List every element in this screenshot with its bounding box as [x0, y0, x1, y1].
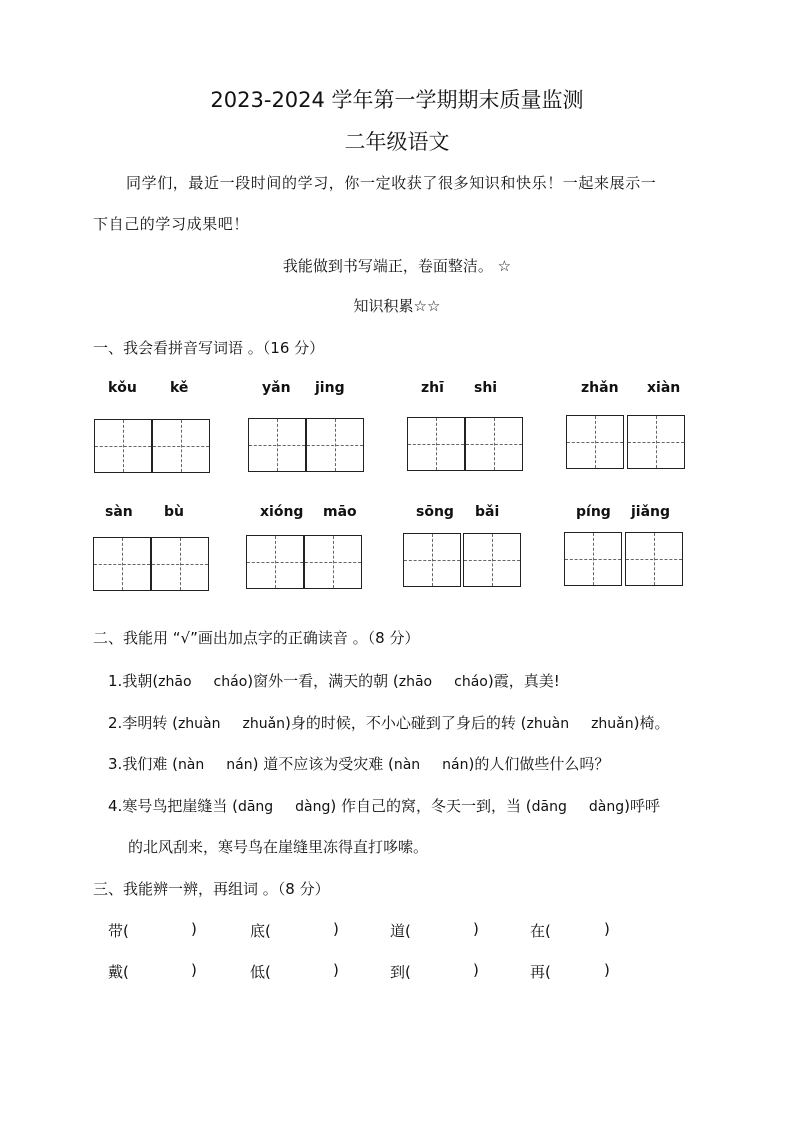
writing-grid-box[interactable]: [306, 418, 364, 472]
pinyin-option[interactable]: dāng: [531, 799, 567, 815]
writing-grid-box[interactable]: [151, 537, 209, 591]
pinyin: yǎn: [262, 380, 291, 396]
writing-grid-box[interactable]: [566, 415, 624, 469]
word-char: 再(: [530, 963, 551, 981]
pinyin-option[interactable]: zhuǎn: [242, 716, 286, 732]
word-char: 道(: [390, 922, 411, 940]
pinyin: bù: [164, 504, 184, 520]
question-4-continuation: 的北风刮来，寒号鸟在崖缝里冻得直打哆嗦。: [128, 838, 429, 856]
word-blank-close[interactable]: ): [191, 920, 197, 938]
pinyin: xiàn: [647, 380, 681, 396]
pinyin-option[interactable]: zhuàn: [526, 716, 570, 732]
pinyin: shi: [474, 380, 498, 396]
page-subtitle: 二年级语文: [344, 130, 450, 154]
pinyin: zhī: [421, 380, 444, 396]
word-blank-close[interactable]: ): [333, 961, 339, 979]
word-char: 戴(: [108, 963, 129, 981]
pinyin-option[interactable]: nán: [442, 757, 469, 773]
neatness-line: 我能做到书写端正，卷面整洁。 ☆: [282, 257, 512, 275]
word-blank-close[interactable]: ): [604, 961, 610, 979]
pinyin: sōng: [416, 504, 454, 520]
pinyin: bǎi: [475, 504, 500, 520]
question-1: 1.我朝(zhāo cháo)窗外一看，满天的朝 (zhāo cháo)霞，真美!: [108, 672, 560, 690]
writing-grid-box[interactable]: [407, 417, 465, 471]
pinyin-option[interactable]: zhuǎn: [591, 716, 634, 732]
pinyin: māo: [323, 504, 357, 520]
word-char: 在(: [530, 922, 551, 940]
section3-heading: 三、我能辨一辨，再组词 。（8 分）: [93, 880, 330, 898]
writing-grid-box[interactable]: [152, 419, 210, 473]
writing-grid-box[interactable]: [246, 535, 304, 589]
intro-line-1: 同学们，最近一段时间的学习，你一定收获了很多知识和快乐！一起来展示一: [126, 174, 657, 192]
pinyin-option[interactable]: nàn: [177, 757, 205, 773]
pinyin-option[interactable]: cháo: [454, 674, 488, 690]
word-blank-close[interactable]: ): [333, 920, 339, 938]
page-title: 2023-2024 学年第一学期期末质量监测: [210, 88, 584, 112]
pinyin-option[interactable]: dāng: [237, 799, 274, 815]
word-blank-close[interactable]: ): [473, 961, 479, 979]
pinyin: sàn: [105, 504, 133, 520]
pinyin: jing: [315, 380, 345, 396]
knowledge-heading: 知识积累☆☆: [353, 297, 441, 315]
pinyin-option[interactable]: zhāo: [158, 674, 192, 690]
pinyin-option[interactable]: dàng: [588, 799, 625, 815]
writing-grid-box[interactable]: [403, 533, 461, 587]
pinyin-option[interactable]: zhāo: [398, 674, 433, 690]
intro-line-2: 下自己的学习成果吧！: [93, 215, 250, 233]
pinyin-option[interactable]: nán: [226, 757, 253, 773]
pinyin-option[interactable]: nàn: [393, 757, 421, 773]
word-char: 底(: [250, 922, 271, 940]
word-blank-close[interactable]: ): [191, 961, 197, 979]
pinyin-option[interactable]: dàng: [295, 799, 331, 815]
writing-grid-box[interactable]: [304, 535, 362, 589]
question-2: 2.李明转 (zhuàn zhuǎn)身的时候，不小心碰到了身后的转 (zhuàn zhuǎn)椅。: [108, 714, 670, 732]
pinyin: píng: [576, 504, 611, 520]
word-blank-close[interactable]: ): [473, 920, 479, 938]
pinyin: kǒu: [108, 380, 137, 396]
writing-grid-box[interactable]: [94, 419, 152, 473]
writing-grid-box[interactable]: [625, 532, 683, 586]
pinyin: jiǎng: [631, 504, 671, 520]
pinyin-option[interactable]: cháo: [213, 674, 248, 690]
pinyin-option[interactable]: zhuàn: [177, 716, 221, 732]
writing-grid-box[interactable]: [465, 417, 523, 471]
word-char: 带(: [108, 922, 129, 940]
writing-grid-box[interactable]: [93, 537, 151, 591]
pinyin: xióng: [260, 504, 304, 520]
word-char: 低(: [250, 963, 271, 981]
pinyin: zhǎn: [581, 380, 619, 396]
pinyin: kě: [170, 380, 189, 396]
section1-heading: 一、我会看拼音写词语 。（16 分）: [93, 339, 325, 357]
question-3: 3.我们难 (nàn nán) 道不应该为受灾难 (nàn nán)的人们做些什么吗？: [108, 755, 610, 773]
word-char: 到(: [390, 963, 411, 981]
section2-heading: 二、我能用 “√”画出加点字的正确读音 。（8 分）: [93, 629, 420, 647]
writing-grid-box[interactable]: [627, 415, 685, 469]
writing-grid-box[interactable]: [248, 418, 306, 472]
writing-grid-box[interactable]: [564, 532, 622, 586]
word-blank-close[interactable]: ): [604, 920, 610, 938]
question-4: 4.寒号鸟把崖缝当 (dāng dàng) 作自己的窝，冬天一到，当 (dāng dàng)呼呼: [108, 797, 660, 815]
writing-grid-box[interactable]: [463, 533, 521, 587]
